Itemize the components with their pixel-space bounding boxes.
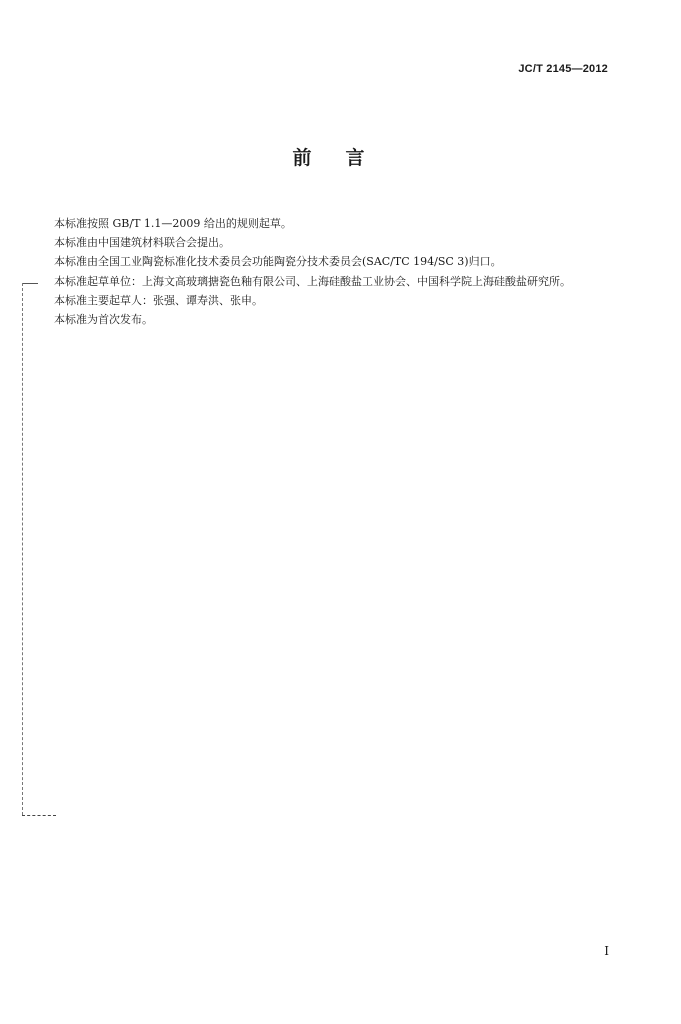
paragraph-drafting-rules: 本标准按照 GB/T 1.1—2009 给出的规则起草。 [54,217,292,230]
binding-margin-line [22,283,23,815]
page-title: 前言 [292,147,399,169]
paragraph-proposer: 本标准由中国建筑材料联合会提出。 [54,236,230,250]
foreword-body [34,214,634,329]
binding-mark-top [22,283,38,284]
paragraph-drafting-units: 本标准起草单位：上海文高玻璃搪瓷色釉有限公司、上海硅酸盐工业协会、中国科学院上海硅酸盐研究所。 [54,274,571,288]
paragraph-main-drafters: 本标准主要起草人：张强、谭寿洪、张申。 [54,293,263,307]
standard-code: JC/T 2145—2012 [518,63,608,75]
paragraph-jurisdiction: 本标准由全国工业陶瓷标准化技术委员会功能陶瓷分技术委员会(SAC/TC 194/SC 3)归口。 [54,255,502,269]
paragraph-first-release: 本标准为首次发布。 [54,313,153,327]
binding-mark-bottom [22,815,56,816]
page-number: I [604,944,609,958]
